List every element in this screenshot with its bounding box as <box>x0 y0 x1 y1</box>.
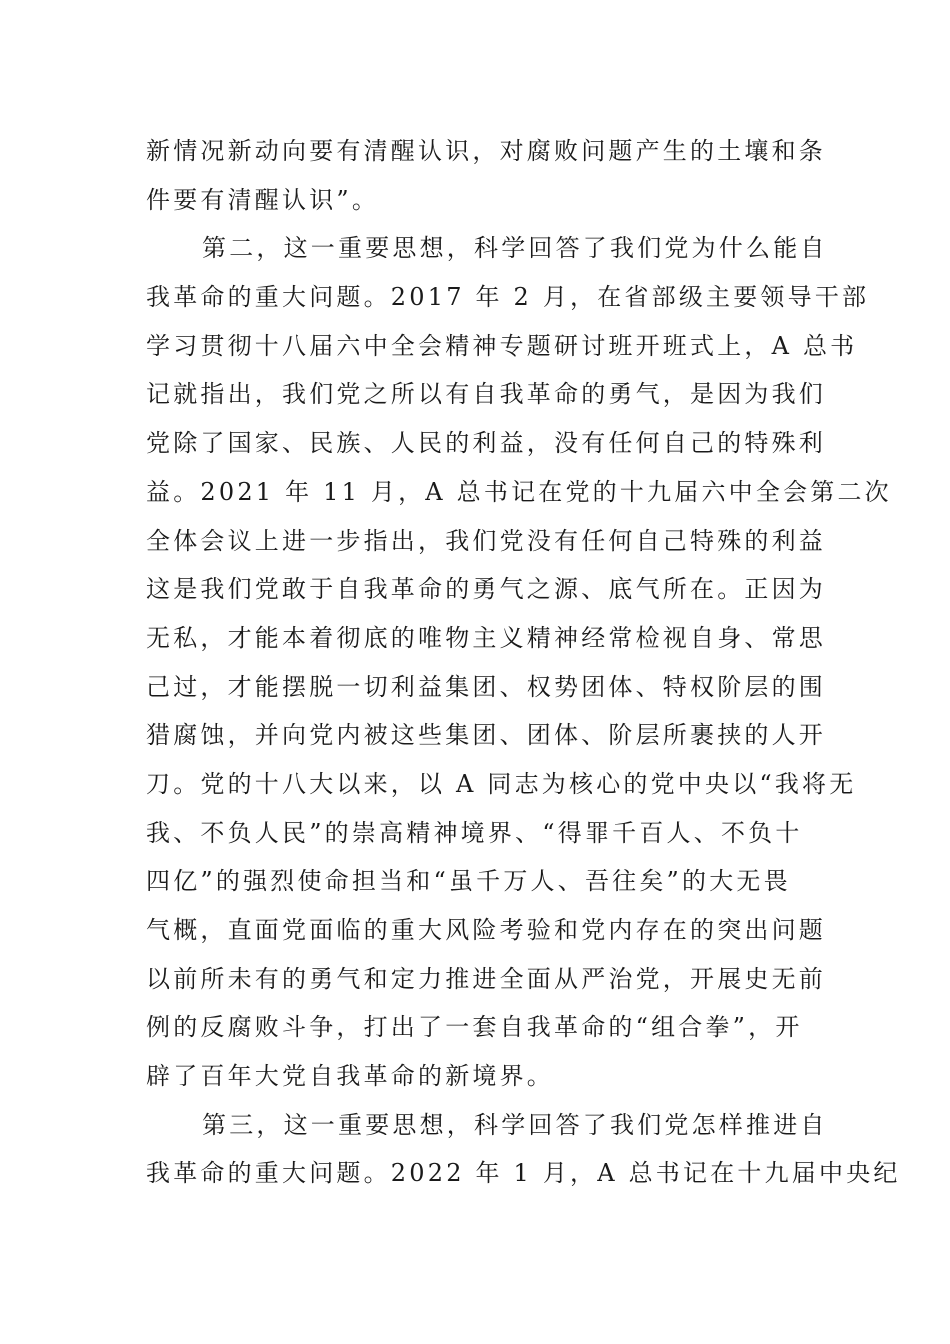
text-line: 这是我们党敢于自我革命的勇气之源、底气所在。正因为 <box>146 575 826 604</box>
text-line: 气概，直面党面临的重大风险考验和党内存在的突出问题 <box>146 916 826 944</box>
text-line: 我革命的重大问题。2017 年 2 月，在省部级主要领导干部 <box>146 283 870 312</box>
text-line: 我、不负人民”的崇高精神境界、“得罪千百人、不负十 <box>146 818 803 847</box>
text-line: 无私，才能本着彻底的唯物主义精神经常检视自身、常思 <box>146 623 826 652</box>
paragraph-start-line: 第三，这一重要思想，科学回答了我们党怎样推进自 <box>202 1110 828 1139</box>
text-line: 以前所未有的勇气和定力推进全面从严治党，开展史无前 <box>146 964 826 993</box>
text-line: 新情况新动向要有清醒认识，对腐败问题产生的土壤和条 <box>146 137 826 165</box>
text-line: 全体会议上进一步指出，我们党没有任何自己特殊的利益 <box>146 526 826 555</box>
text-line: 辟了百年大党自我革命的新境界。 <box>146 1062 554 1091</box>
text-line: 刀。党的十八大以来，以 A 同志为核心的党中央以“我将无 <box>146 769 857 798</box>
text-line: 党除了国家、民族、人民的利益，没有任何自己的特殊利 <box>146 429 826 458</box>
paragraph-start-line: 第二，这一重要思想，科学回答了我们党为什么能自 <box>202 234 828 263</box>
text-line: 例的反腐败斗争，打出了一套自我革命的“组合拳”，开 <box>146 1013 803 1042</box>
text-line: 四亿”的强烈使命担当和“虽千万人、吾往矣”的大无畏 <box>146 867 791 896</box>
text-line: 我革命的重大问题。2022 年 1 月，A 总书记在十九届中央纪 <box>146 1159 901 1188</box>
text-line: 学习贯彻十八届六中全会精神专题研讨班开班式上，A 总书 <box>146 331 858 360</box>
text-line: 猎腐蚀，并向党内被这些集团、团体、阶层所裹挟的人开 <box>146 721 826 750</box>
text-line: 益。2021 年 11 月，A 总书记在党的十九届六中全会第二次 <box>146 477 892 506</box>
text-line: 件要有清醒认识”。 <box>146 185 380 214</box>
text-line: 己过，才能摆脱一切利益集团、权势团体、特权阶层的围 <box>146 672 826 701</box>
text-line: 记就指出，我们党之所以有自我革命的勇气，是因为我们 <box>146 380 826 409</box>
body-text <box>146 127 901 1198</box>
